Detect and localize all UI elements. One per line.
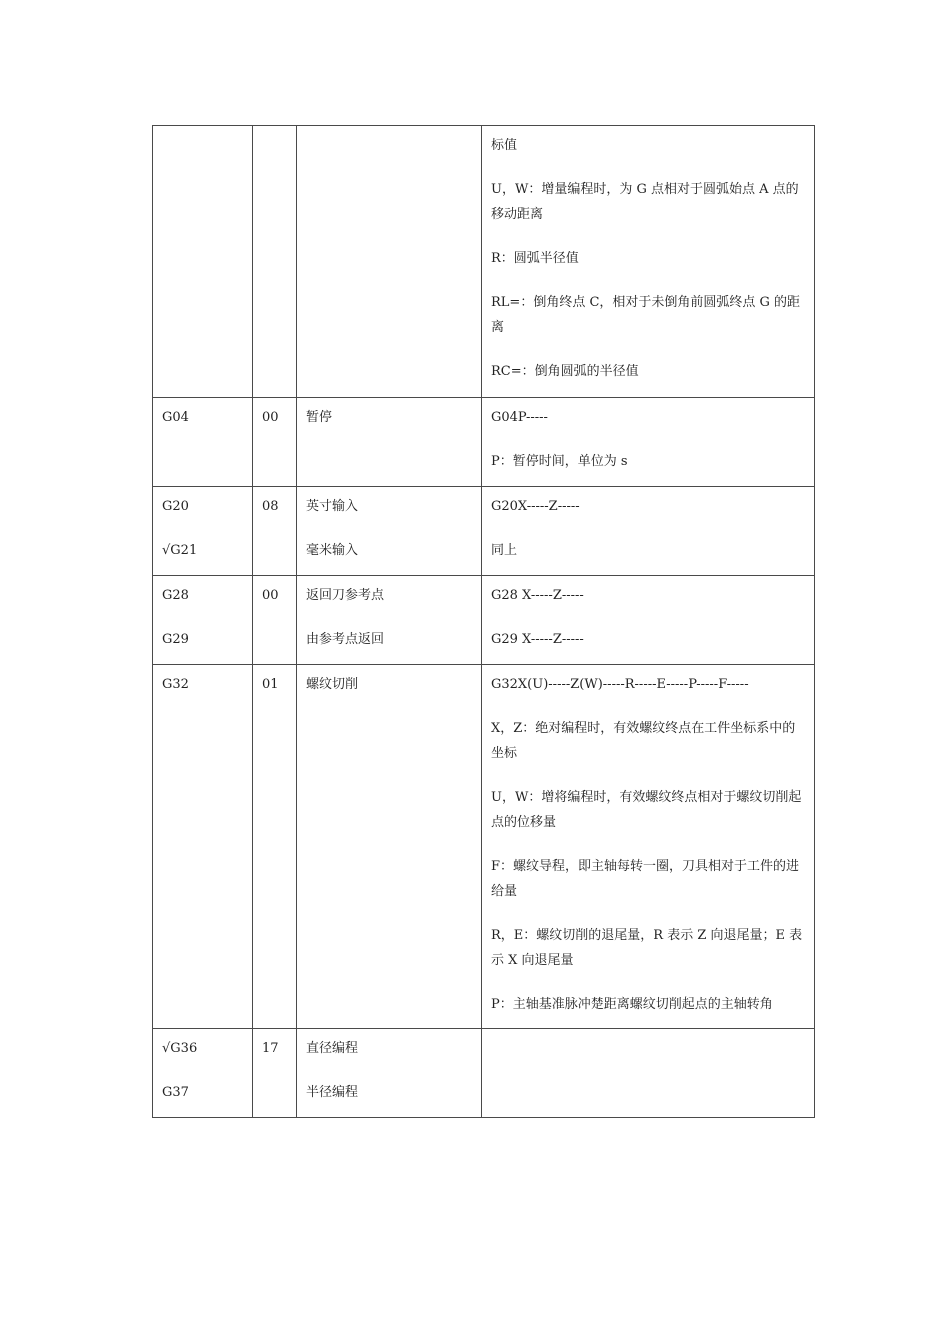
table-row [153, 665, 815, 1029]
code-cell [153, 1029, 253, 1118]
group-number: 00 [262, 588, 279, 603]
table-row [153, 487, 815, 576]
code-cell [153, 398, 253, 487]
format-line: P：主轴基准脉冲楚距离螺纹切削起点的主轴转角 [491, 997, 773, 1012]
function-cell [297, 398, 482, 487]
format-cell [482, 1029, 815, 1118]
g-code-table [152, 125, 815, 1118]
group-number: 00 [262, 410, 279, 425]
function-cell [297, 1029, 482, 1118]
format-line: R：圆弧半径值 [491, 251, 579, 266]
group-number: 01 [262, 677, 279, 692]
function-name: 暂停 [306, 410, 333, 425]
format-line: R，E：螺纹切削的退尾量，R 表示 Z 向退尾量；E 表示 X 向退尾量 [491, 928, 803, 968]
group-cell [253, 398, 297, 487]
group-number: 17 [262, 1041, 279, 1056]
table-row [153, 576, 815, 665]
format-line: RL=：倒角终点 C，相对于未倒角前圆弧终点 G 的距离 [491, 295, 801, 335]
code-cell [153, 665, 253, 1029]
function-name: 半径编程 [306, 1085, 359, 1100]
format-line: U，W：增量编程时，为 G 点相对于圆弧始点 A 点的移动距离 [491, 182, 799, 222]
function-cell [297, 576, 482, 665]
g-code: G37 [162, 1085, 189, 1100]
function-name: 由参考点返回 [306, 632, 385, 647]
function-cell [297, 665, 482, 1029]
function-cell [297, 126, 482, 398]
format-cell [482, 487, 815, 576]
format-cell [482, 576, 815, 665]
table-row [153, 398, 815, 487]
function-cell [297, 487, 482, 576]
group-cell [253, 665, 297, 1029]
format-line: 标值 [491, 138, 518, 153]
group-cell [253, 487, 297, 576]
function-name: 返回刀参考点 [306, 588, 385, 603]
group-cell [253, 126, 297, 398]
format-line: F：螺纹导程，即主轴每转一圈，刀具相对于工件的进给量 [491, 859, 800, 899]
g-code: G32 [162, 677, 189, 692]
g-code: G04 [162, 410, 189, 425]
format-line: 同上 [491, 543, 518, 558]
table-row [153, 1029, 815, 1118]
code-cell [153, 576, 253, 665]
format-line: P：暂停时间，单位为 s [491, 454, 628, 469]
code-cell [153, 487, 253, 576]
format-line: G04P----- [491, 410, 548, 425]
function-name: 螺纹切削 [306, 677, 359, 692]
format-cell [482, 126, 815, 398]
table-row [153, 126, 815, 398]
format-line: U，W：增将编程时，有效螺纹终点相对于螺纹切削起点的位移量 [491, 790, 802, 830]
format-line: G28 X-----Z----- [491, 588, 584, 603]
format-line: G20X-----Z----- [491, 499, 580, 514]
format-line: G32X(U)-----Z(W)-----R-----E-----P-----F----- [491, 677, 749, 692]
group-cell [253, 576, 297, 665]
group-number: 08 [262, 499, 279, 514]
function-name: 英寸输入 [306, 499, 359, 514]
g-code: √G21 [162, 543, 198, 558]
function-name: 毫米输入 [306, 543, 359, 558]
format-cell [482, 398, 815, 487]
g-code: G28 [162, 588, 189, 603]
g-code: √G36 [162, 1041, 198, 1056]
group-cell [253, 1029, 297, 1118]
format-line: RC=：倒角圆弧的半径值 [491, 364, 639, 379]
code-cell [153, 126, 253, 398]
format-line: X，Z：绝对编程时，有效螺纹终点在工件坐标系中的坐标 [491, 721, 796, 761]
g-code: G29 [162, 632, 189, 647]
g-code: G20 [162, 499, 189, 514]
format-cell [482, 665, 815, 1029]
format-line: G29 X-----Z----- [491, 632, 584, 647]
function-name: 直径编程 [306, 1041, 359, 1056]
